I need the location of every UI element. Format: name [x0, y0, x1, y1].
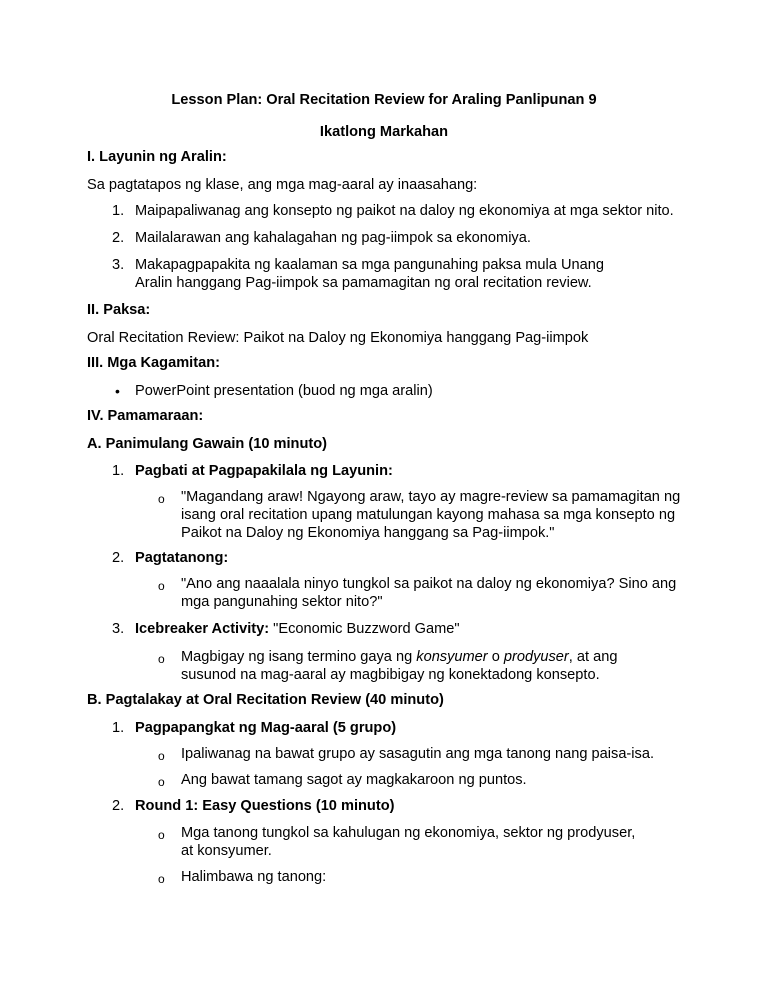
section-2-heading: II. Paksa:	[87, 302, 151, 318]
objective-item-2: Mailalarawan ang kahalagahan ng pag-iimpok sa ekonomiya.	[135, 230, 531, 246]
objective-item-3: Makapagpapakita ng kaalaman sa mga pangunahing paksa mula Unang Aralin hanggang Pag-iimpok sa pamamagitan ng oral recitation review.	[135, 257, 604, 291]
circle-bullet-icon: o	[158, 872, 165, 886]
part-a-item-2-label: Pagtatanong:	[135, 550, 229, 566]
circle-bullet-icon: o	[158, 492, 165, 506]
section-2-text: Oral Recitation Review: Paikot na Daloy ng Ekonomiya hanggang Pag-iimpok	[87, 330, 589, 346]
part-b-item-1-label: Pagpapangkat ng Mag-aaral (5 grupo)	[135, 720, 397, 736]
list-number: 3.	[112, 621, 125, 637]
part-a-item-2-sub-1: "Ano ang naaalala ninyo tungkol sa paikot na daloy ng ekonomiya? Sino ang mga pangunahing sektor nito?"	[181, 576, 677, 610]
part-a-item-3	[135, 620, 695, 638]
list-number: 2.	[112, 798, 125, 814]
circle-bullet-icon: o	[158, 579, 165, 593]
list-number: 3.	[112, 257, 125, 273]
bullet-icon: •	[115, 383, 120, 399]
text-run: Magbigay ng isang termino gaya ng	[181, 649, 417, 665]
list-number: 2.	[112, 550, 125, 566]
part-b-item-1-sub-1: Ipaliwanag na bawat grupo ay sasagutin ang mga tanong nang paisa-isa.	[181, 746, 655, 762]
part-a-item-3-label: Icebreaker Activity:	[135, 621, 270, 637]
part-a-heading: A. Panimulang Gawain (10 minuto)	[87, 436, 328, 452]
text-run: , at ang susunod na mag-aaral ay magbibigay ng konektadong konsepto.	[181, 649, 618, 683]
document-subtitle: Ikatlong Markahan	[319, 124, 449, 140]
circle-bullet-icon: o	[158, 828, 165, 842]
part-b-item-2-sub-2: Halimbawa ng tanong:	[181, 869, 327, 885]
term-konsyumer: konsyumer	[416, 649, 488, 665]
part-b-heading: B. Pagtalakay at Oral Recitation Review (40 minuto)	[87, 692, 444, 708]
text-run: o	[487, 649, 504, 665]
part-a-item-1-label: Pagbati at Pagpapakilala ng Layunin:	[135, 463, 393, 479]
term-prodyuser: prodyuser	[503, 649, 569, 665]
circle-bullet-icon: o	[158, 775, 165, 789]
circle-bullet-icon: o	[158, 749, 165, 763]
part-a-item-3-sub-1	[181, 648, 676, 684]
section-3-heading: III. Mga Kagamitan:	[87, 355, 220, 371]
list-number: 1.	[112, 203, 125, 219]
list-number: 1.	[112, 720, 125, 736]
list-number: 2.	[112, 230, 125, 246]
part-b-item-2-sub-1: Mga tanong tungkol sa kahulugan ng ekonomiya, sektor ng prodyuser, at konsyumer.	[181, 825, 636, 859]
objective-item-1: Maipapaliwanag ang konsepto ng paikot na daloy ng ekonomiya at mga sektor nito.	[135, 203, 674, 219]
part-b-item-2-label: Round 1: Easy Questions (10 minuto)	[135, 798, 395, 814]
part-b-item-1-sub-2: Ang bawat tamang sagot ay magkakaroon ng puntos.	[181, 772, 527, 788]
section-1-heading: I. Layunin ng Aralin:	[87, 149, 227, 165]
circle-bullet-icon: o	[158, 652, 165, 666]
section-4-heading: IV. Pamamaraan:	[87, 408, 204, 424]
list-number: 1.	[112, 463, 125, 479]
part-a-item-1-sub-1: "Magandang araw! Ngayong araw, tayo ay magre-review sa pamamagitan ng isang oral recitation upang matulungan kayong mahasa sa mga konsepto ng Paikot na Daloy ng Ekonomiya hanggang sa Pag-iimpok."	[181, 489, 681, 541]
document-title: Lesson Plan: Oral Recitation Review for Araling Panlipunan 9	[171, 92, 597, 108]
materials-item-1: PowerPoint presentation (buod ng mga aralin)	[135, 383, 433, 399]
part-a-item-3-label-tail: "Economic Buzzword Game"	[269, 621, 460, 637]
section-1-intro: Sa pagtatapos ng klase, ang mga mag-aaral ay inaasahang:	[87, 177, 478, 193]
